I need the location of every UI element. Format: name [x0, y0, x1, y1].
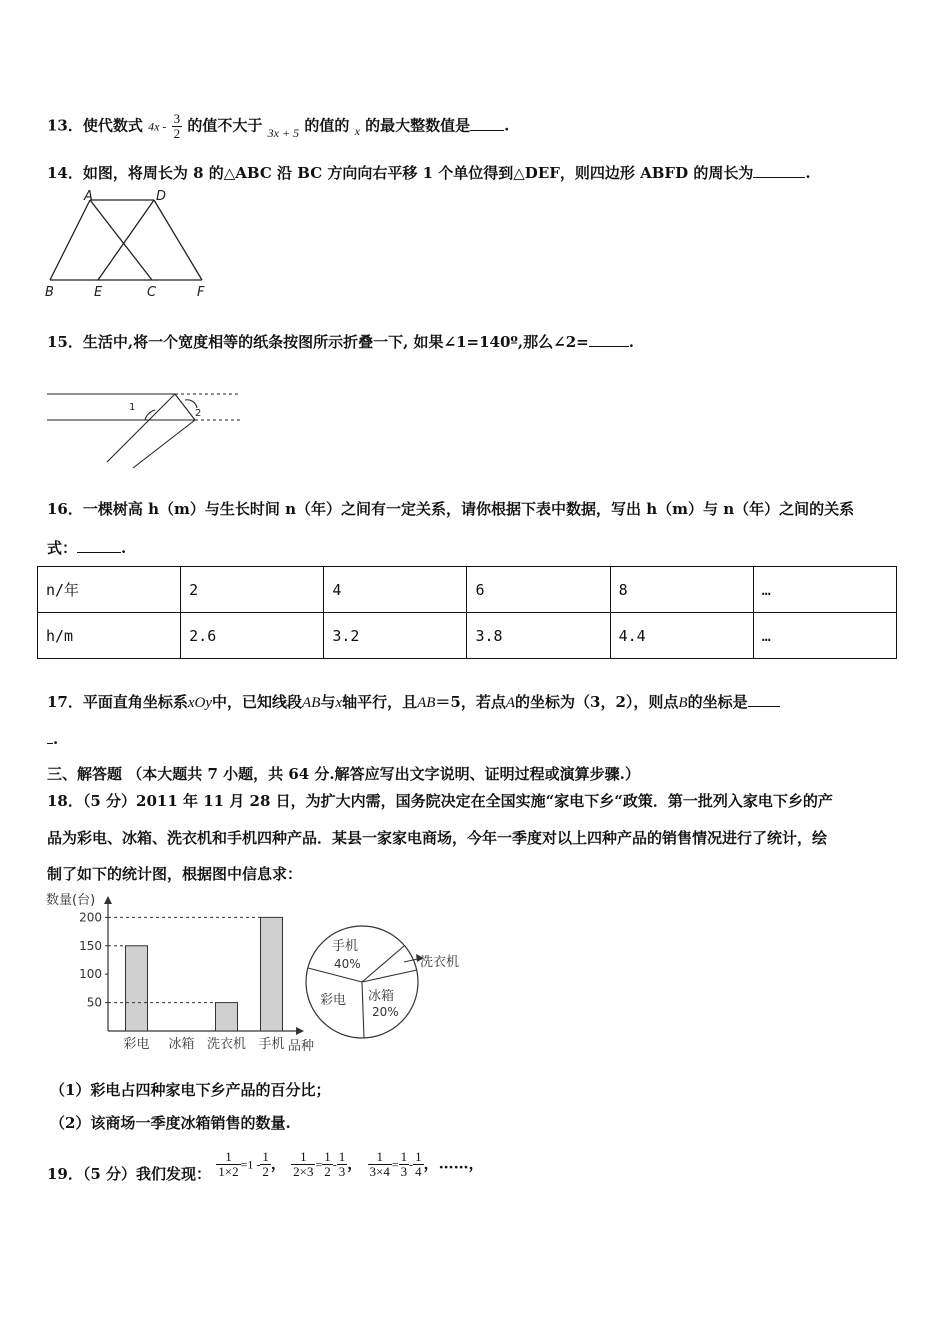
table-cell: h/m — [38, 613, 181, 659]
pie-chart — [300, 918, 500, 1058]
q15-answer-blank — [589, 334, 629, 347]
pie-pct-shouji: 40% — [334, 957, 361, 971]
question-15 — [47, 331, 634, 352]
label-a: A — [84, 189, 93, 204]
x-tick-label: 洗衣机 — [206, 1037, 247, 1052]
q14-text: 14．如图，将周长为 8 的△ABC 沿 BC 方向向右平移 1 个单位得到△DEF，则四边形 ABFD 的周长为 — [47, 164, 754, 182]
q14-answer-blank — [753, 165, 805, 178]
fraction: $\frac{1}{3\times 4}$ — [369, 1149, 390, 1179]
table-cell: 4.4 — [610, 613, 753, 659]
q13-expr1: 4x - — [148, 119, 167, 134]
q13-mid2: 的值的 — [304, 116, 350, 135]
table-cell: … — [753, 567, 896, 613]
question-19: 19．（5 分）我们发现： $\frac{1}{1\times 2}$ =1 - $\frac{1}{2}$ ， $\frac{1}{2\times 3}$ = $\frac{1}{2}$ - $\frac{1}{3}$ ， $\frac{1}{3\times 4}$ = $\frac{1}{3}$ - $\frac{1}{4}$ ，……， — [47, 1149, 484, 1183]
table-row — [38, 567, 897, 613]
question-16-line1: 16．一棵树高 h（m）与生长时间 n（年）之间有一定关系，请你根据下表中数据，写出 h（m）与 n（年）之间的关系 — [47, 500, 855, 518]
pie-label-xiyiji: 洗衣机 — [420, 955, 460, 970]
question-17: 17．平面直角坐标系xOy中，已知线段AB与x轴平行，且AB＝5，若点A的坐标为（3，2），则点B的坐标是 — [47, 691, 780, 712]
q13-end: . — [504, 116, 510, 135]
pie-divider — [362, 982, 364, 1038]
question-17-line2: . — [47, 730, 58, 748]
pie-label-bingxiang: 冰箱 — [368, 989, 395, 1004]
y-tick-label: 150 — [79, 938, 102, 953]
q13-fraction: $\frac{3}{2}$ — [173, 111, 181, 141]
q13-label: 13．使代数式 — [47, 116, 143, 135]
q15-text: 15．生活中,将一个宽度相等的纸条按图所示折叠一下, 如果∠1=140º,那么∠2= — [47, 333, 589, 351]
section-3-heading: 三、解答题 （本大题共 7 小题，共 64 分.解答应写出文字说明、证明过程或演算步骤.） — [47, 765, 640, 783]
fraction: $\frac{1}{3}$ — [400, 1149, 408, 1179]
q13-var: x — [354, 123, 360, 138]
pie-label-caidian: 彩电 — [320, 993, 347, 1008]
fraction: $\frac{1}{2\times 3}$ — [293, 1149, 314, 1179]
y-tick-label: 100 — [79, 967, 102, 982]
table-cell: 6 — [467, 567, 610, 613]
line-ab — [50, 200, 90, 280]
pie-divider — [362, 946, 404, 982]
question-18-sub2: （2）该商场一季度冰箱销售的数量. — [50, 1114, 291, 1132]
question-16-line2: 式： . — [47, 539, 127, 557]
fraction: $\frac{1}{2}$ — [324, 1149, 331, 1179]
table-cell: 4 — [324, 567, 467, 613]
question-18-line2: 品为彩电、冰箱、洗衣机和手机四种产品．某县一家家电商场，今年一季度对以上四种产品的销售情况进行了统计，绘 — [47, 829, 828, 847]
q13-mid: 的值不大于 — [187, 116, 263, 135]
q14-triangle-figure — [40, 190, 220, 300]
q14-end: . — [805, 164, 811, 182]
table-cell: 2 — [181, 567, 324, 613]
table-cell: 3.8 — [467, 613, 610, 659]
pie-divider — [362, 970, 417, 982]
q17-answer-blank — [748, 694, 780, 707]
pie-pct-bingxiang: 20% — [372, 1005, 399, 1019]
question-14 — [47, 162, 811, 183]
fraction: $\frac{1}{2}$ — [262, 1149, 269, 1179]
bar-2 — [216, 1003, 238, 1031]
table-cell: … — [753, 613, 896, 659]
label-b: B — [45, 285, 54, 300]
question-18-line1: 18．（5 分）2011 年 11 月 28 日，为扩大内需，国务院决定在全国实施“家电下乡“政策．第一批列入家电下乡的产 — [47, 792, 833, 810]
fraction: $\frac{1}{1\times 2}$ — [218, 1149, 239, 1179]
q13-answer-blank — [470, 118, 504, 131]
table-cell: 2.6 — [181, 613, 324, 659]
fraction: $\frac{1}{3}$ — [338, 1149, 346, 1179]
bar-chart — [40, 888, 330, 1058]
table-cell: 8 — [610, 567, 753, 613]
bar-chart-ylabel: 数量(台) — [46, 893, 96, 908]
bar-3 — [261, 917, 283, 1031]
line-ed — [98, 200, 154, 280]
angle-2-label: 2 — [195, 408, 202, 419]
q13-tail: 的最大整数值是 — [365, 116, 471, 135]
bar-chart-xlabel: 品种 — [288, 1039, 315, 1054]
q16-answer-blank — [77, 540, 121, 553]
x-tick-label: 彩电 — [123, 1037, 150, 1052]
q15-paper-strip-figure — [45, 386, 245, 471]
angle-1-label: 1 — [129, 402, 136, 413]
y-tick-label: 200 — [79, 910, 102, 925]
y-tick-label: 50 — [86, 995, 102, 1010]
question-13 — [47, 112, 509, 141]
q15-end: . — [628, 333, 634, 351]
label-c: C — [147, 285, 157, 300]
bar-0 — [126, 946, 148, 1031]
question-18-line3: 制了如下的统计图，根据图中信息求： — [47, 865, 303, 883]
tree-height-table — [37, 566, 897, 659]
x-tick-label: 手机 — [258, 1037, 285, 1052]
label-d: D — [156, 189, 167, 204]
label-e: E — [94, 285, 103, 300]
table-cell: n/年 — [38, 567, 181, 613]
line-ac — [90, 200, 152, 280]
x-tick-label: 冰箱 — [168, 1037, 195, 1052]
line-df — [154, 200, 202, 280]
question-18-sub1: （1）彩电占四种家电下乡产品的百分比； — [50, 1081, 331, 1099]
q13-expr2: 3x + 5 — [267, 125, 300, 140]
fraction: $\frac{1}{4}$ — [415, 1149, 422, 1179]
table-cell: 3.2 — [324, 613, 467, 659]
pie-label-shouji: 手机 — [332, 939, 359, 954]
table-row — [38, 613, 897, 659]
label-f: F — [197, 285, 205, 300]
